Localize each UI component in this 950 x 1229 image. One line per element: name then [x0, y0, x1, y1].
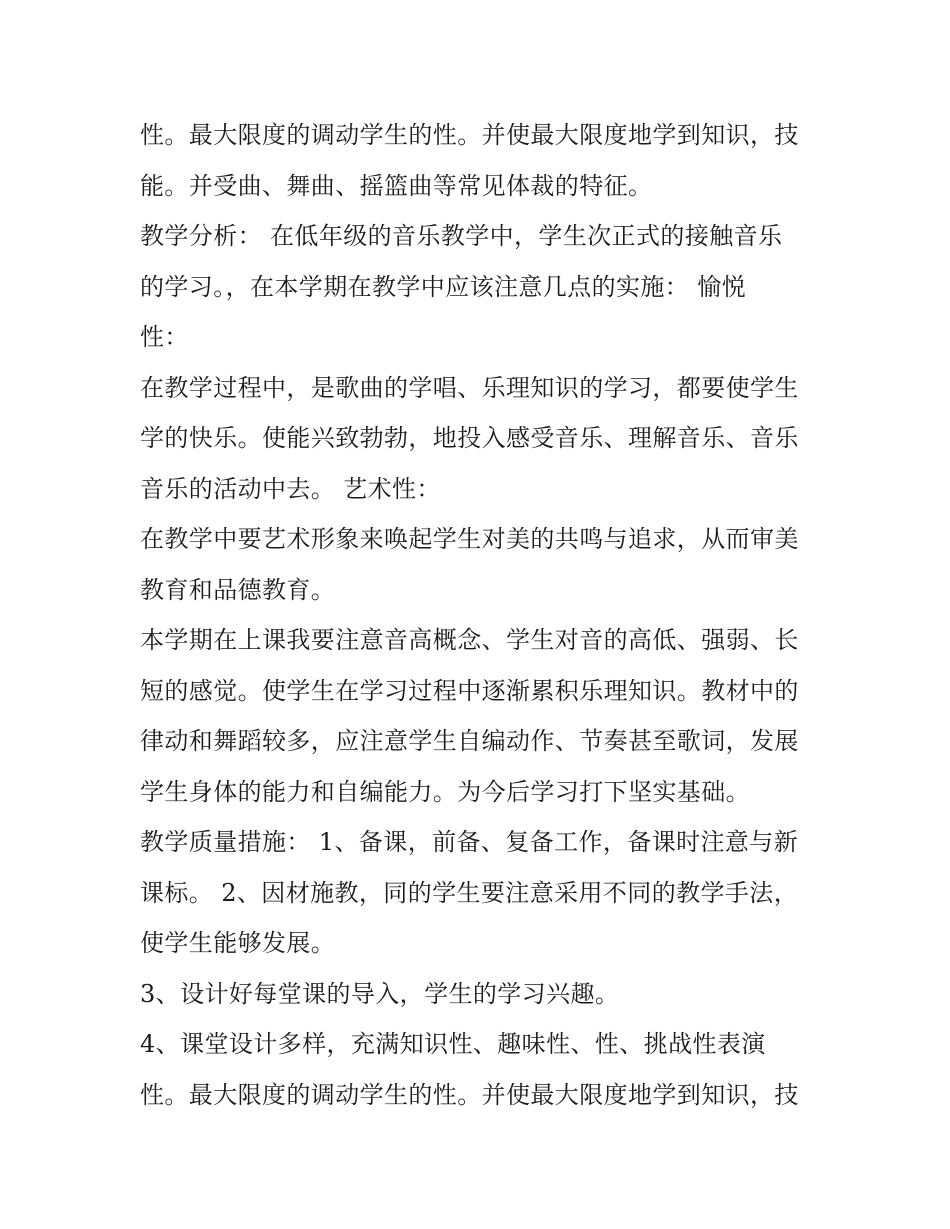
text-line: 教学质量措施： 1、备课，前备、复备工作，备课时注意与新 — [140, 828, 799, 856]
text-line: 使学生能够发展。 — [140, 929, 336, 957]
text-line: 3、设计好每堂课的导入，学生的学习兴趣。 — [140, 979, 620, 1008]
text-line: 学生身体的能力和自编能力。为今后学习打下坚实基础。 — [140, 777, 750, 806]
document-body — [140, 110, 820, 1120]
text-line: 性。最大限度的调动学生的性。并使最大限度地学到知识，技 — [140, 1080, 799, 1109]
text-line: 性。最大限度的调动学生的性。并使最大限度地学到知识，技 — [140, 121, 799, 149]
text-line: 4、课堂设计多样，充满知识性、趣味性、性、挑战性表演 — [140, 1030, 766, 1058]
text-line: 律动和舞蹈较多，应注意学生自编动作、节奏甚至歌词，发展 — [140, 727, 799, 755]
text-line: 性： — [140, 323, 189, 351]
text-line: 教学分析： 在低年级的音乐教学中，学生次正式的接触音乐 — [140, 222, 783, 250]
text-line: 在教学中要艺术形象来唤起学生对美的共鸣与追求，从而审美 — [140, 525, 799, 553]
text-line: 学的快乐。使能兴致勃勃，地投入感受音乐、理解音乐、音乐 — [140, 424, 799, 452]
text-line: 短的感觉。使学生在学习过程中逐渐累积乐理知识。教材中的 — [140, 676, 799, 705]
text-line: 在教学过程中，是歌曲的学唱、乐理知识的学习，都要使学生 — [140, 373, 799, 402]
text-line: 教育和品德教育。 — [140, 575, 336, 604]
text-line: 本学期在上课我要注意音高概念、学生对音的高低、强弱、长 — [140, 626, 799, 654]
text-line: 能。并受曲、舞曲、摇篮曲等常见体裁的特征。 — [140, 171, 653, 200]
text-line: 音乐的活动中去。 艺术性： — [140, 474, 441, 503]
text-line: 的学习。，在本学期在教学中应该注意几点的实施： 愉悦 — [140, 272, 747, 301]
text-line: 课标。 2、因材施教，同的学生要注意采用不同的教学手法， — [140, 878, 799, 907]
